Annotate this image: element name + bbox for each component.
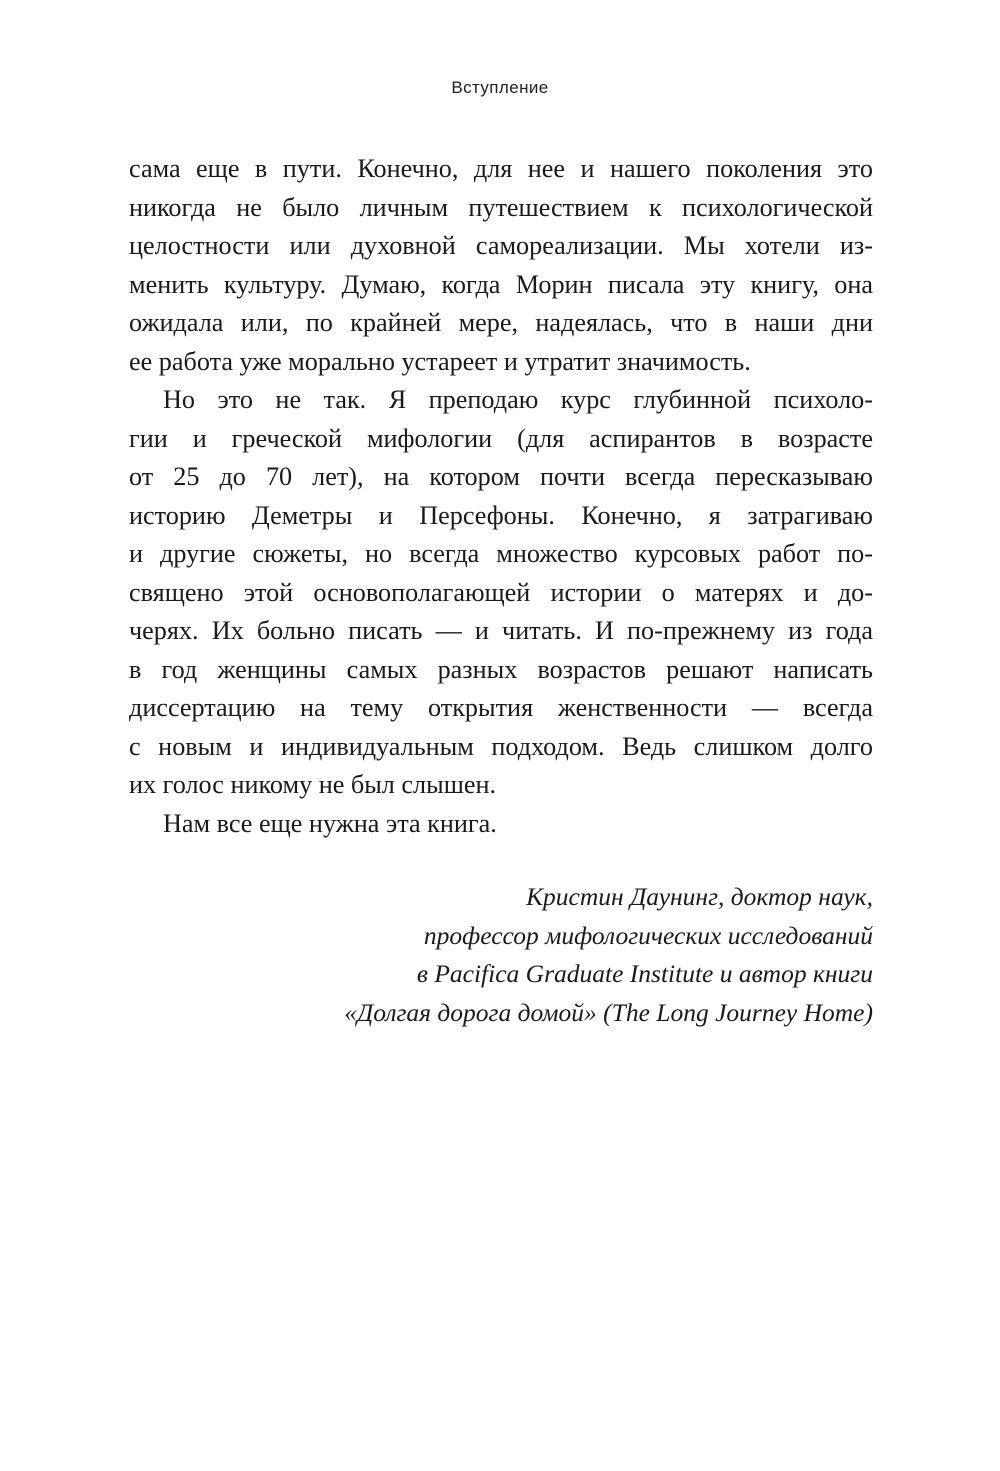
text-line: их голос никому не был слышен.: [129, 770, 497, 799]
text-line: в год женщины самых разных возрастов решают написать: [129, 654, 873, 684]
signature-line: профессор мифологических исследований: [423, 920, 873, 950]
text-line: сама еще в пути. Конечно, для нее и нашего поколения это: [129, 154, 873, 183]
signature-line: в Pacifica Graduate Institute и автор книги: [416, 959, 873, 988]
text-line: целостности или духовной самореализации. Мы хотели из-: [129, 231, 873, 260]
text-line: и другие сюжеты, но всегда множество курсовых работ по-: [129, 539, 873, 568]
signature-block: [173, 878, 873, 1032]
text-line: черях. Их больно писать — и читать. И по-прежнему из года: [129, 616, 873, 645]
text-line: диссертацию на тему открытия женственности — всегда: [129, 693, 873, 722]
text-line: ожидала или, по крайней мере, надеялась, что в наши дни: [129, 308, 873, 337]
running-head: Вступление: [451, 78, 549, 97]
text-line: гии и греческой мифологии (для аспирантов в возрасте: [129, 423, 873, 453]
text-line: историю Деметры и Персефоны. Конечно, я затрагиваю: [129, 500, 873, 530]
paragraph: [129, 381, 873, 805]
text-line: менить культуру. Думаю, когда Морин писала эту книгу, она: [129, 269, 873, 299]
text-line: от 25 до 70 лет), на котором почти всегда пересказываю: [129, 462, 873, 491]
paragraph: [129, 150, 873, 381]
signature-line: Кристин Даунинг, доктор наук,: [526, 882, 873, 911]
body-text: [129, 150, 873, 843]
text-line: с новым и индивидуальным подходом. Ведь слишком долго: [129, 731, 873, 761]
text-line: Нам все еще нужна эта книга.: [163, 808, 497, 838]
signature-line: «Долгая дорога домой» (The Long Journey Home): [344, 997, 873, 1027]
text-line: ее работа уже морально устареет и утратит значимость.: [129, 346, 751, 376]
text-line: Но это не так. Я преподаю курс глубинной психоло-: [163, 385, 873, 414]
paragraph: [129, 805, 873, 844]
text-line: никогда не было личным путешествием к психологической: [129, 192, 873, 222]
text-line: священо этой основополагающей истории о матерях и до-: [129, 577, 873, 607]
